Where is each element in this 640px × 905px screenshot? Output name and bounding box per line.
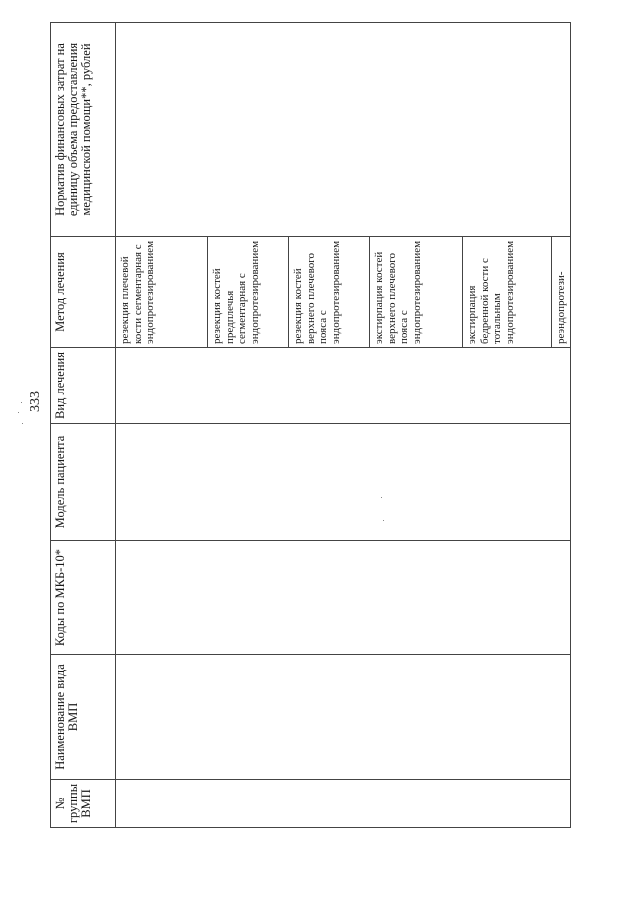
scan-speck <box>383 520 384 521</box>
cell-vmp-name <box>116 655 571 780</box>
scan-speck <box>22 423 23 424</box>
cell-cost-standard <box>116 23 571 237</box>
cell-treatment-methods <box>116 237 571 348</box>
header-patient-model: Модель пациента <box>51 424 116 541</box>
header-icd-codes: Коды по МКБ-10* <box>51 541 116 655</box>
cell-treatment-type <box>116 348 571 424</box>
method-item: резекция костей верхнего плечевого пояса с эндопротезированием <box>289 237 370 347</box>
header-treatment-method: Метод лечения <box>51 237 116 348</box>
scan-speck <box>381 497 382 498</box>
method-item: экстирпация костей верхнего плечевого пояса с эндопротезированием <box>370 237 463 347</box>
page-number: 333 <box>28 391 43 412</box>
cell-patient-model <box>116 424 571 541</box>
cell-group-number <box>116 780 571 828</box>
header-cost-standard: Норматив финансовых затрат на единицу объема предоставления медицинской помощи**, рублей <box>51 23 116 237</box>
table-row <box>116 23 571 828</box>
header-vmp-name: Наименование вида ВМП <box>51 655 116 780</box>
method-item: резекция костей предплечья сегментарная с эндопротезированием <box>208 237 289 347</box>
scan-speck <box>18 412 19 413</box>
rotated-table-container <box>50 23 567 828</box>
method-item: резекция плечевой кости сегментарная с эндопротезированием <box>116 237 208 347</box>
method-item: экстирпация бедренной кости с тотальным эндопротезированием <box>463 237 552 347</box>
header-row <box>51 23 116 828</box>
header-treatment-type: Вид лечения <box>51 348 116 424</box>
header-group-number: № группы ВМП <box>51 780 116 828</box>
cell-icd-codes <box>116 541 571 655</box>
vmp-table <box>50 22 571 828</box>
method-item: реэндопротези- <box>555 271 567 344</box>
method-list <box>116 237 570 347</box>
scan-speck <box>21 402 22 403</box>
